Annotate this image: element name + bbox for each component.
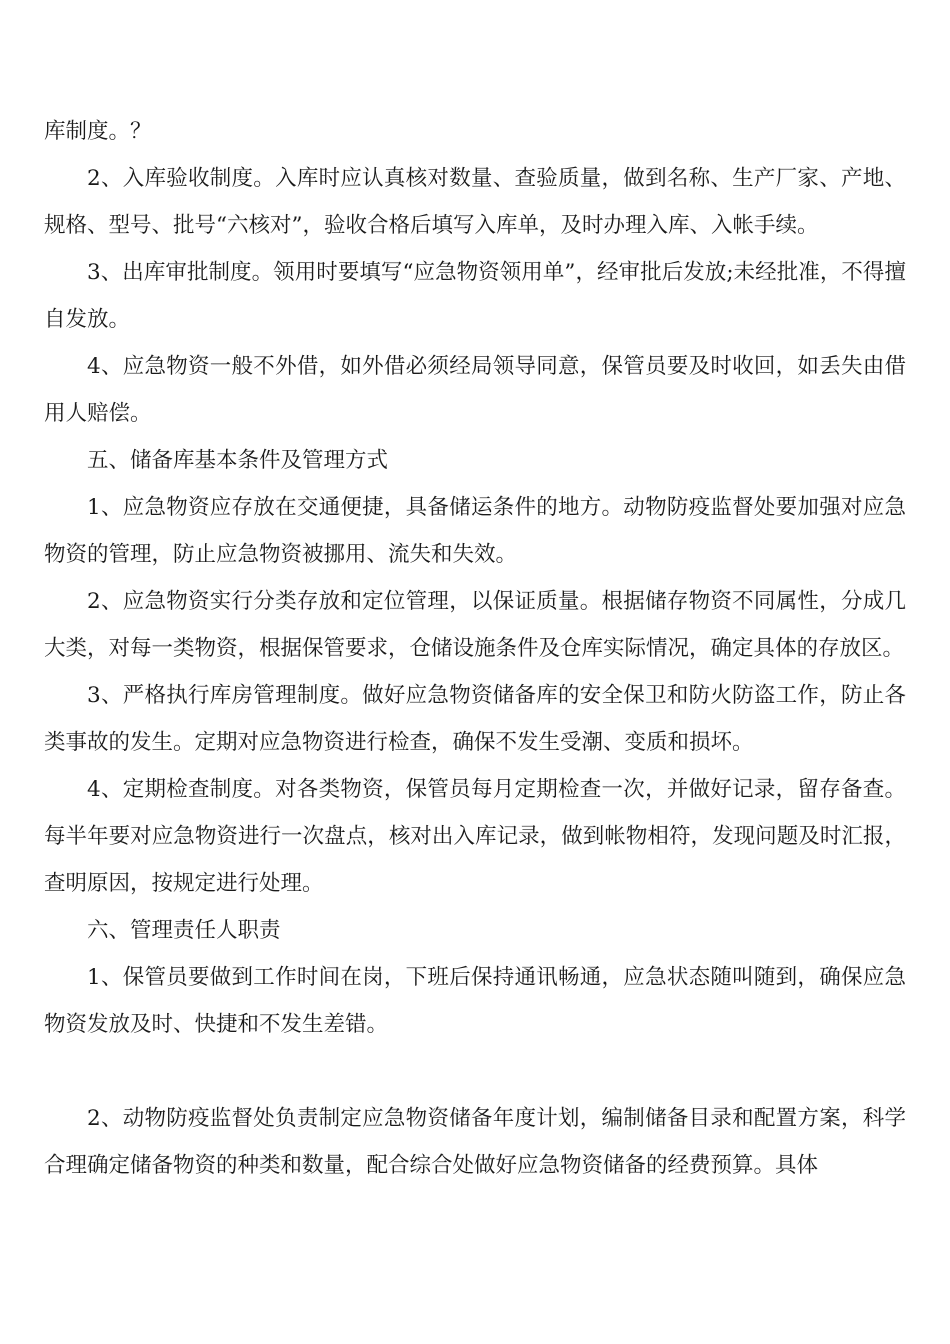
- paragraph-regular-inspection: 4、定期检查制度。对各类物资，保管员每月定期检查一次，并做好记录，留存备查。每半年要对应急物资进行一次盘点，核对出入库记录，做到帐物相符，发现问题及时汇报，查明原因，按规定进行处理。: [44, 777, 906, 896]
- paragraph-storage-location: 1、应急物资应存放在交通便捷，具备储运条件的地方。动物防疫监督处要加强对应急物资的管理，防止应急物资被挪用、流失和失效。: [44, 495, 906, 567]
- paragraph-annual-plan: 2、动物防疫监督处负责制定应急物资储备年度计划，编制储备目录和配置方案，科学合理确定储备物资的种类和数量，配合综合处做好应急物资储备的经费预算。具体: [44, 1106, 906, 1178]
- paragraph-inbound-inspection: 2、入库验收制度。入库时应认真核对数量、查验质量，做到名称、生产厂家、产地、规格、型号、批号“六核对”，验收合格后填写入库单，及时办理入库、入帐手续。: [44, 166, 906, 238]
- paragraph-warehouse-rules: 3、严格执行库房管理制度。做好应急物资储备库的安全保卫和防火防盗工作，防止各类事故的发生。定期对应急物资进行检查，确保不发生受潮、变质和损坏。: [44, 683, 906, 755]
- paragraph-no-lending: 4、应急物资一般不外借，如外借必须经局领导同意，保管员要及时收回，如丢失由借用人赔偿。: [44, 354, 906, 426]
- paragraph-classified-storage: 2、应急物资实行分类存放和定位管理，以保证质量。根据储存物资不同属性，分成几大类，对每一类物资，根据保管要求，仓储设施条件及仓库实际情况，确定具体的存放区。: [44, 589, 906, 661]
- section-heading-6: 六、管理责任人职责: [87, 918, 281, 943]
- paragraph-outbound-approval: 3、出库审批制度。领用时要填写“应急物资领用单”，经审批后发放;未经批准，不得擅自发放。: [44, 260, 906, 332]
- section-heading-5: 五、储备库基本条件及管理方式: [87, 448, 389, 473]
- paragraph-continuation: 库制度。？: [44, 119, 152, 144]
- paragraph-custodian-duty: 1、保管员要做到工作时间在岗，下班后保持通讯畅通，应急状态随叫随到，确保应急物资发放及时、快捷和不发生差错。: [44, 965, 906, 1037]
